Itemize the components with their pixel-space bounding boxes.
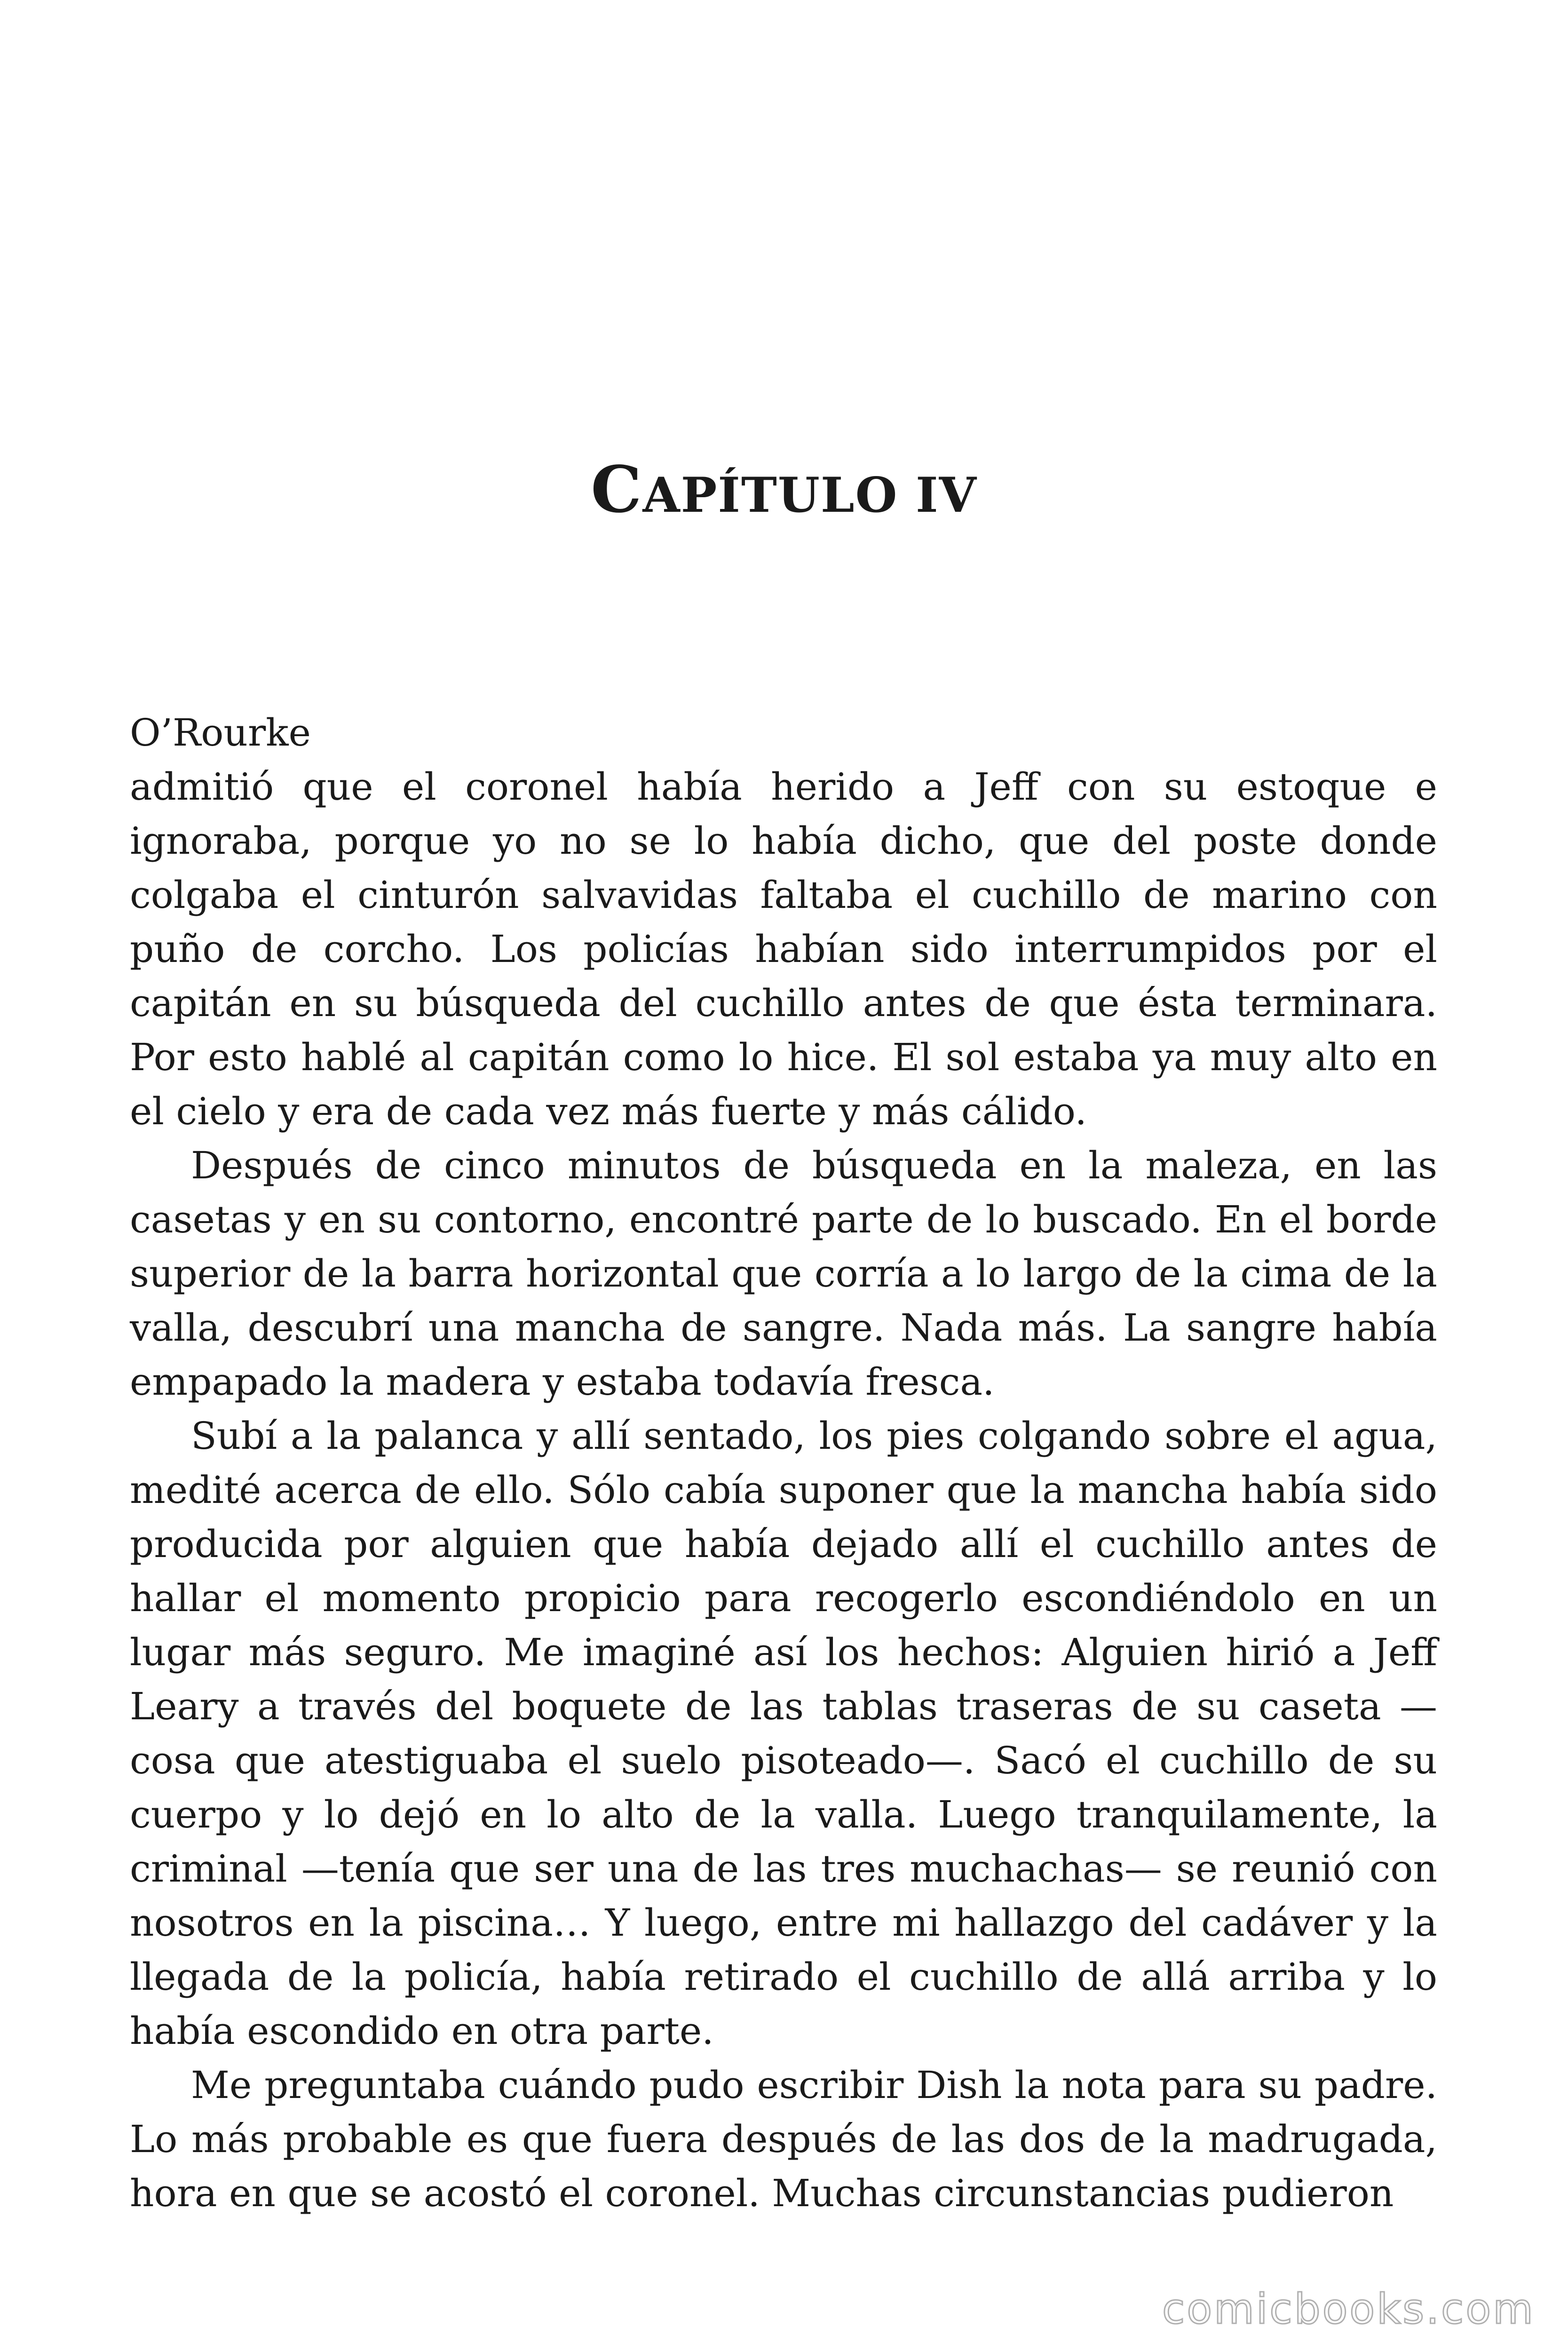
chapter-title-initial: C	[591, 452, 643, 527]
chapter-title-rest: APÍTULO IV	[642, 467, 977, 524]
watermark: comicbooks.com	[1162, 2285, 1535, 2333]
paragraph-2: Después de cinco minutos de búsqueda en la maleza, en las casetas y en su contorno, encontré parte de lo buscado. En el borde superior de la barra horizontal que corría a lo largo de la cima de la valla, descubrí una mancha de sangre. Nada más. La sangre había empapado la madera y estaba todavía fresca.	[130, 1144, 1437, 1404]
paragraph-opener: O’Rourke	[130, 711, 311, 755]
paragraph-4: Me preguntaba cuándo pudo escribir Dish la nota para su padre. Lo más probable es que fuera después de las dos de la madrugada, hora en que se acostó el coronel. Muchas circunstancias pudieron	[130, 2063, 1437, 2215]
chapter-body	[130, 706, 1437, 2220]
paragraph-1-text: admitió que el coronel había herido a Jeff con su estoque e ignoraba, porque yo no se lo había dicho, que del poste donde colgaba el cinturón salvavidas faltaba el cuchillo de marino con puño de corcho. Los policías habían sido interrumpidos por el capitán en su búsqueda del cuchillo antes de que ésta terminara. Por esto hablé al capitán como lo hice. El sol estaba ya muy alto en el cielo y era de cada vez más fuerte y más cálido.	[130, 765, 1437, 1133]
paragraph-3: Subí a la palanca y allí sentado, los pies colgando sobre el agua, medité acerca de ello. Sólo cabía suponer que la mancha había sido producida por alguien que había dejado allí el cuchillo antes de hallar el momento propicio para recogerlo escondiéndolo en un lugar más seguro. Me imaginé así los hechos: Alguien hirió a Jeff Leary a través del boquete de las tablas traseras de su caseta —cosa que atestiguaba el suelo pisoteado—. Sacó el cuchillo de su cuerpo y lo dejó en lo alto de la valla. Luego tranquilamente, la criminal —tenía que ser una de las tres muchachas— se reunió con nosotros en la piscina… Y luego, entre mi hallazgo del cadáver y la llegada de la policía, había retirado el cuchillo de allá arriba y lo había escondido en otra parte.	[130, 1414, 1437, 2053]
chapter-title	[0, 452, 1568, 528]
paragraph-1	[130, 706, 1437, 1138]
